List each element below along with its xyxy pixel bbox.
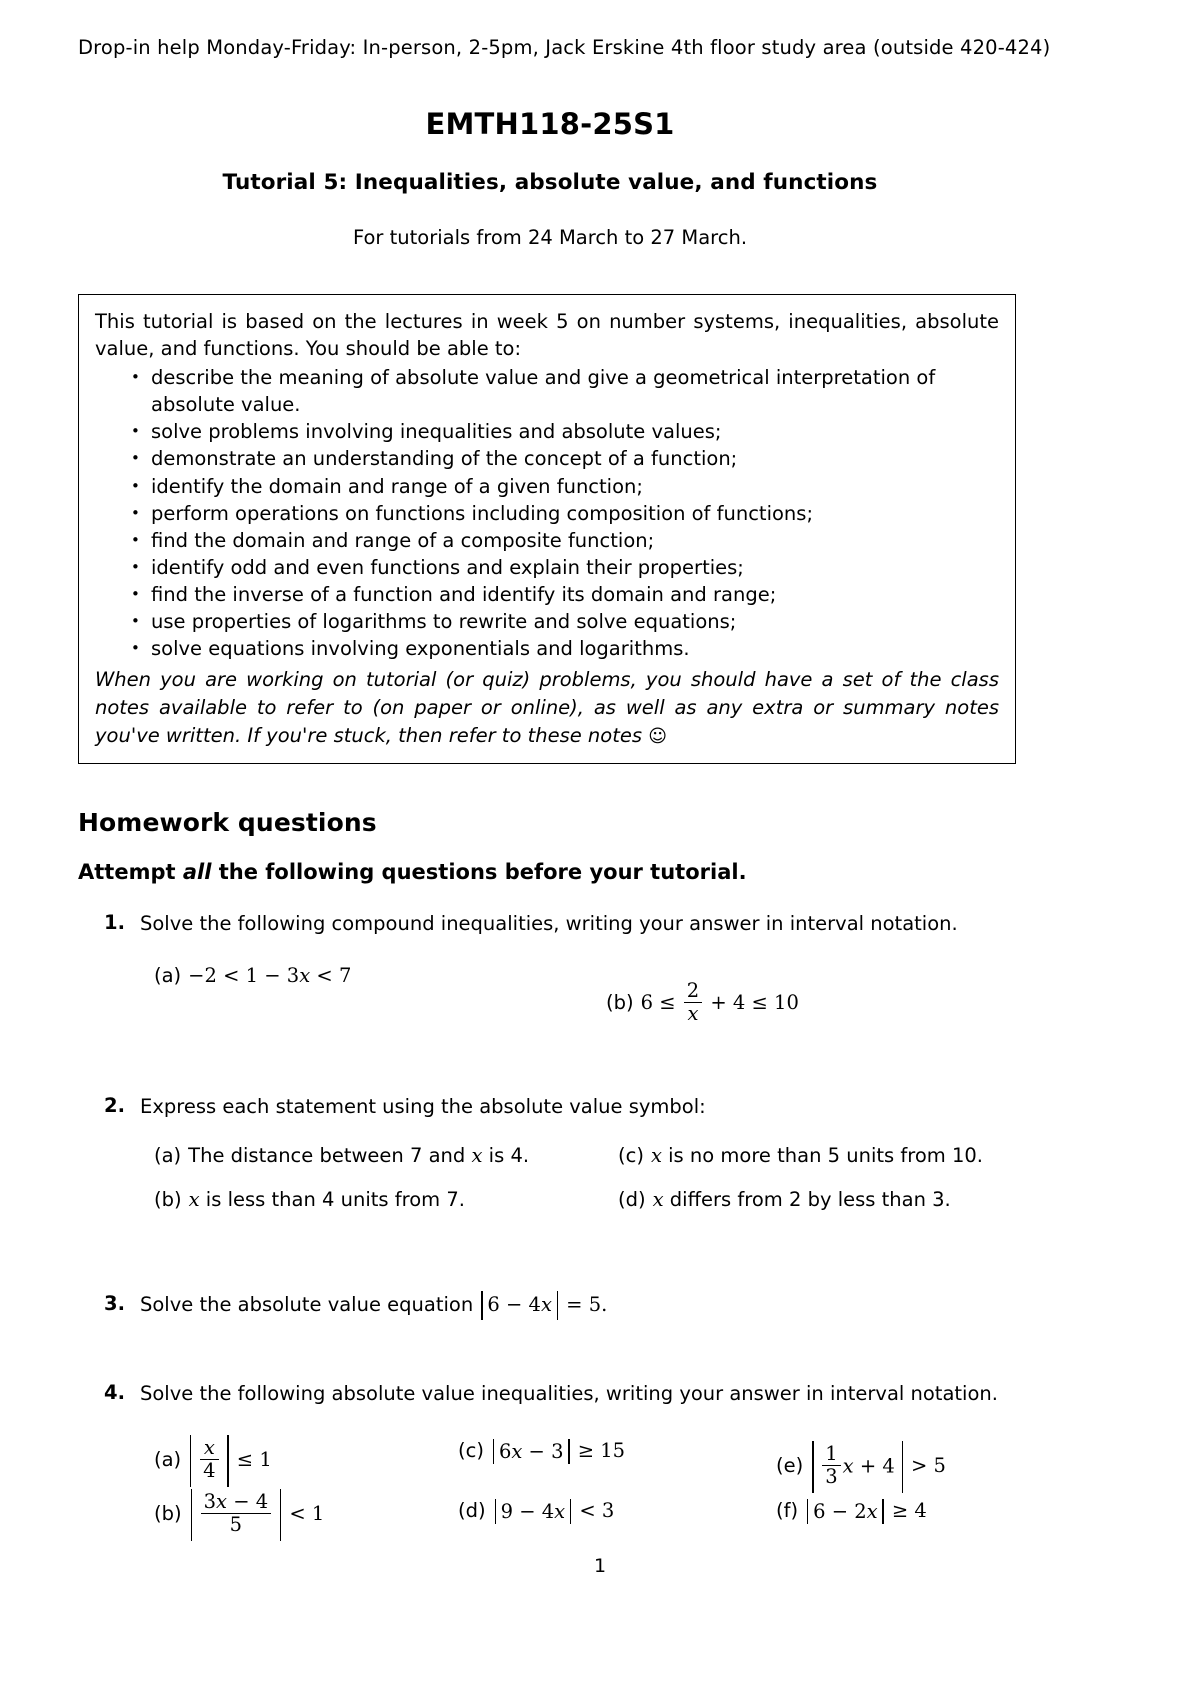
course-code-title: EMTH118-25S1 [425, 107, 675, 141]
question-text-before: Solve the absolute value equation [140, 1292, 480, 1316]
tutorial-date-line: For tutorials from 24 March to 27 March. [352, 226, 748, 249]
objective-item [95, 500, 999, 527]
part-variable: x [650, 1143, 662, 1167]
question-4 [78, 1381, 1022, 1551]
fraction [201, 1489, 272, 1537]
part-expression [491, 1439, 625, 1462]
question-3 [78, 1292, 1022, 1319]
part-label: (a) [154, 1143, 182, 1167]
expr-tail: > 5 [904, 1454, 946, 1478]
part-expression [188, 964, 351, 987]
dropin-help-note: Drop-in help Monday-Friday: In-person, 2-5pm, Jack Erskine 4th floor study area (outside 420-424) [78, 36, 1051, 59]
bullet-icon: • [131, 557, 140, 576]
question-1-part-a [154, 964, 351, 987]
part-label: (e) [776, 1454, 804, 1478]
question-2 [78, 1094, 1022, 1234]
fraction-denominator: x [684, 1002, 702, 1024]
question-2-part-d [618, 1188, 951, 1211]
part-expression [640, 978, 799, 1026]
objective-text: identify odd and even functions and explain their properties; [151, 555, 744, 579]
part-variable: x [471, 1143, 483, 1167]
part-label: (b) [154, 1502, 182, 1526]
instruction-after: the following questions before your tutorial. [211, 860, 747, 885]
absolute-value-group: 6 − 2x [805, 1500, 886, 1523]
objective-text: find the domain and range of a composite function; [151, 528, 655, 552]
part-label: (d) [458, 1498, 486, 1522]
fraction-denominator: 4 [200, 1459, 218, 1481]
expr-tail: < 3 [573, 1498, 615, 1522]
part-expression [493, 1499, 615, 1522]
instruction-before: Attempt [78, 860, 183, 885]
part-text-before: The distance between 7 and [188, 1143, 472, 1167]
part-expression [188, 1435, 272, 1483]
part-label: (a) [154, 1448, 182, 1472]
question-text: Solve the following compound inequalities, writing your answer in interval notation. [140, 912, 958, 936]
fraction [684, 978, 702, 1026]
question-expression [479, 1293, 607, 1316]
objectives-closing-note [95, 666, 999, 749]
expr-tail: < 1 [283, 1502, 325, 1526]
homework-instruction [78, 860, 1022, 884]
objective-text: solve equations involving exponentials and logarithms. [151, 637, 690, 661]
question-4-part-a [154, 1435, 272, 1483]
question-2-part-c [618, 1144, 983, 1167]
absolute-value-group: $\frac{1}{3}$ x + 4 [810, 1445, 905, 1489]
fraction [822, 1441, 840, 1489]
expr-tail: = 5. [559, 1292, 608, 1316]
objective-text: find the inverse of a function and identify its domain and range; [151, 582, 777, 606]
expr-variable: x [299, 963, 311, 987]
tutorial-title: Tutorial 5: Inequalities, absolute value, and functions [222, 170, 878, 195]
page-number: 1 [593, 1555, 607, 1577]
part-label: (f) [776, 1498, 799, 1522]
question-1-parts [140, 952, 1022, 1038]
objective-text: describe the meaning of absolute value and give a geometrical interpretation of absolute value. [151, 366, 936, 417]
fraction-denominator: 3 [822, 1465, 840, 1487]
bullet-icon: • [131, 422, 140, 441]
absolute-value-group [188, 1435, 230, 1483]
objective-item [95, 608, 999, 635]
learning-objectives-box [78, 294, 1016, 764]
part-variable: x [652, 1187, 664, 1211]
fraction-numerator: 1 [825, 1441, 838, 1465]
expr-lhs: 6 ≤ [640, 991, 682, 1015]
absolute-value-group [479, 1292, 560, 1318]
question-2-part-b [154, 1188, 465, 1211]
part-label: (d) [618, 1187, 646, 1211]
expr-tail: ≥ 4 [885, 1498, 927, 1522]
part-label: (c) [618, 1143, 644, 1167]
fraction-numerator: 3x − 4 [203, 1489, 269, 1513]
objective-item [95, 364, 999, 418]
bullet-icon: • [131, 612, 140, 631]
objectives-closing-text: When you are working on tutorial (or quiz) problems, you should have a set of the class notes available to refer to (on paper or online), as well as any extra or summary notes you've written. If you're stuck, then refer to these notes [95, 668, 999, 747]
part-text-after: is 4. [482, 1143, 530, 1167]
objective-item [95, 554, 999, 581]
absolute-value-group [189, 1489, 284, 1537]
question-2-part-a [154, 1144, 529, 1167]
question-text: Express each statement using the absolute value symbol: [140, 1094, 706, 1118]
expr-rhs: + 4 ≤ 10 [704, 991, 799, 1015]
objective-text: identify the domain and range of a given function; [151, 474, 643, 498]
objective-text: use properties of logarithms to rewrite and solve equations; [151, 610, 737, 634]
instruction-emphasis: all [182, 860, 212, 885]
question-1-part-b [606, 978, 799, 1026]
question-number: 3. [104, 1291, 125, 1315]
part-label: (c) [458, 1438, 484, 1462]
question-4-part-c [458, 1439, 625, 1463]
bullet-icon: • [131, 530, 140, 549]
fraction-numerator: x [203, 1435, 215, 1459]
question-1 [78, 911, 1022, 1037]
homework-heading: Homework questions [78, 808, 377, 838]
part-expression [805, 1499, 927, 1522]
question-4-part-f [776, 1499, 927, 1523]
bullet-icon: • [131, 639, 140, 658]
question-number: 4. [104, 1380, 125, 1404]
smiley-icon: ☺ [648, 725, 667, 747]
question-4-part-b [154, 1489, 325, 1537]
part-text-after: differs from 2 by less than 3. [663, 1187, 951, 1211]
question-4-part-d [458, 1499, 614, 1523]
question-4-part-e [776, 1441, 946, 1489]
bullet-icon: • [131, 449, 140, 468]
part-expression [810, 1441, 946, 1489]
objective-item [95, 581, 999, 608]
part-text-after: is no more than 5 units from 10. [661, 1143, 983, 1167]
objective-item [95, 418, 999, 445]
objectives-list [95, 364, 999, 662]
expr-variable: x [540, 1293, 552, 1317]
expr-rhs: < 7 [310, 963, 352, 987]
part-label: (b) [606, 991, 634, 1015]
expr-tail: ≥ 15 [571, 1438, 626, 1462]
bullet-icon: • [131, 368, 140, 387]
objective-item [95, 445, 999, 472]
question-2-parts [140, 1134, 1022, 1234]
question-number: 1. [104, 911, 125, 935]
fraction [200, 1435, 218, 1483]
questions-list [78, 911, 1022, 1551]
bullet-icon: • [131, 503, 140, 522]
page-content [78, 0, 1051, 1551]
part-label: (a) [154, 963, 182, 987]
objective-item [95, 635, 999, 662]
bullet-icon: • [131, 476, 140, 495]
objective-item [95, 527, 999, 554]
part-expression [189, 1489, 325, 1537]
question-4-parts [140, 1421, 1022, 1551]
part-text-after: is less than 4 units from 7. [199, 1187, 465, 1211]
question-number: 2. [104, 1093, 125, 1117]
bullet-icon: • [131, 584, 140, 603]
question-text: Solve the following absolute value inequalities, writing your answer in interval notation. [140, 1381, 998, 1405]
objective-text: demonstrate an understanding of the concept of a function; [151, 447, 738, 471]
part-variable: x [188, 1187, 200, 1211]
expr-tail: ≤ 1 [230, 1448, 272, 1472]
expr-lhs: −2 < 1 − 3 [188, 963, 300, 987]
absolute-value-group: 6x − 3 [491, 1440, 572, 1463]
objective-item [95, 473, 999, 500]
expr-body: 6 − 4 [487, 1293, 541, 1317]
objectives-intro: This tutorial is based on the lectures in week 5 on number systems, inequalities, absolute value, and functions. You should be able to: [95, 310, 999, 361]
question-text [140, 1293, 607, 1316]
absolute-value-group: 9 − 4x [493, 1500, 574, 1523]
fraction-numerator: 2 [686, 978, 700, 1002]
objective-text: perform operations on functions including composition of functions; [151, 501, 814, 525]
fraction-denominator: 5 [201, 1513, 272, 1535]
objective-text: solve problems involving inequalities and absolute values; [151, 420, 722, 444]
part-label: (b) [154, 1187, 182, 1211]
